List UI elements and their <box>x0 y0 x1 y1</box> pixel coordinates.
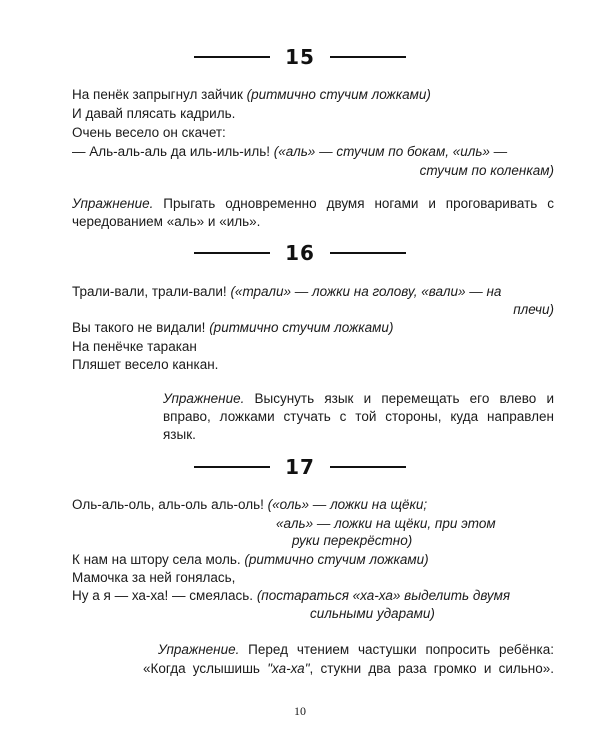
exercise-paragraph: Упражнение. Прыгать одновременно двумя ногами и проговаривать с <box>72 196 554 211</box>
exercise-paragraph: вправо, ложками стучать с той стороны, куда направлен <box>163 409 554 424</box>
verse-note-line: стучим по коленкам) <box>419 163 554 178</box>
exercise-label: Упражнение. <box>158 642 240 657</box>
header-rule-left <box>194 56 270 58</box>
exercise-paragraph: чередованием «аль» и «иль». <box>72 214 261 229</box>
section-15-header <box>0 42 600 72</box>
verse-line: Оль-аль-оль, аль-оль аль-оль! («оль» — ложки на щёки; <box>72 497 428 512</box>
exercise-paragraph: Упражнение. Высунуть язык и перемещать его влево и <box>163 391 554 406</box>
verse-line: Ну а я — ха-ха! — смеялась. (постараться «ха-ха» выделить двумя <box>72 588 511 603</box>
header-rule-left <box>194 252 270 254</box>
header-rule-left <box>194 466 270 468</box>
header-rule-right <box>330 466 406 468</box>
verse-note-line: руки перекрёстно) <box>292 533 413 548</box>
section-number: 17 <box>285 455 315 479</box>
verse-line: Вы такого не видали! (ритмично стучим ложками) <box>72 320 394 335</box>
exercise-paragraph: язык. <box>163 427 196 442</box>
header-rule-right <box>330 56 406 58</box>
exercise-label: Упражнение. <box>72 196 154 211</box>
section-number: 15 <box>285 45 315 69</box>
exercise-paragraph: «Когда услышишь "ха-ха", стукни два раза громко и сильно». <box>143 661 554 676</box>
verse-line: К нам на штору села моль. (ритмично стучим ложками) <box>72 552 429 567</box>
verse-note-line: сильными ударами) <box>310 606 435 621</box>
verse-line: Очень весело он скачет: <box>72 125 226 140</box>
verse-line: Мамочка за ней гонялась, <box>72 570 236 585</box>
verse-note-line: плечи) <box>513 302 554 317</box>
page-number: 10 <box>294 704 306 718</box>
verse-line: На пенёчке таракан <box>72 339 197 354</box>
verse-line: Трали-вали, трали-вали! («трали» — ложки на голову, «вали» — на <box>72 284 502 299</box>
section-17-header <box>0 452 600 482</box>
section-number: 16 <box>285 241 315 265</box>
verse-line: На пенёк запрыгнул зайчик (ритмично стучим ложками) <box>72 87 431 102</box>
verse-line: И давай плясать кадриль. <box>72 106 236 121</box>
verse-line: — Аль-аль-аль да иль-иль-иль! («аль» — стучим по бокам, «иль» — <box>72 144 508 159</box>
verse-note-line: «аль» — ложки на щёки, при этом <box>276 516 496 531</box>
exercise-paragraph: Упражнение. Перед чтением частушки попросить ребёнка: <box>158 642 554 657</box>
section-16-header <box>0 238 600 268</box>
exercise-label: Упражнение. <box>163 391 245 406</box>
verse-line: Пляшет весело канкан. <box>72 357 219 372</box>
header-rule-right <box>330 252 406 254</box>
